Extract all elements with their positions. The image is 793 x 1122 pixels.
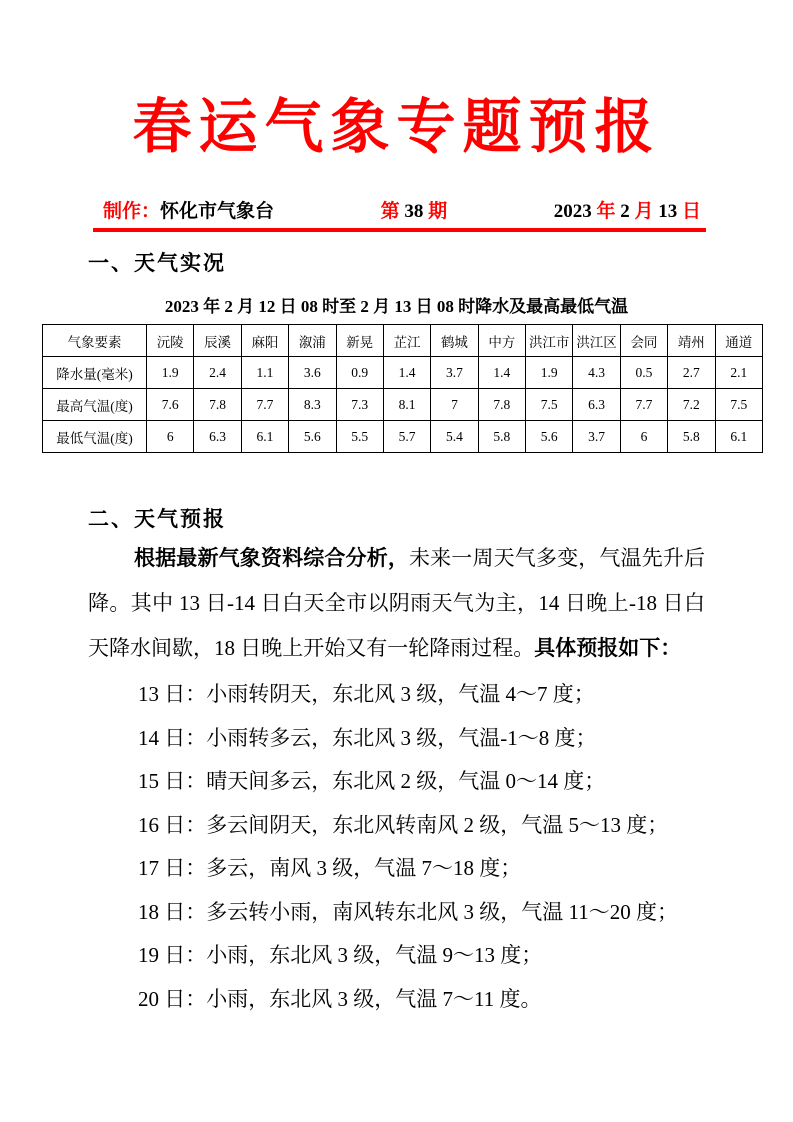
table-cell: 5.7 [383, 421, 430, 453]
issue-date [554, 196, 701, 223]
table-cell: 6.3 [573, 389, 620, 421]
row-label: 最高气温(度) [43, 389, 147, 421]
column-header-station: 辰溪 [194, 325, 241, 357]
section-heading-actual-weather: 一、天气实况 [88, 251, 226, 275]
table-row [43, 357, 763, 389]
table-cell: 6 [620, 421, 667, 453]
column-header-station: 洪江区 [573, 325, 620, 357]
table-cell: 2.4 [194, 357, 241, 389]
table-cell: 3.7 [573, 421, 620, 453]
table-cell: 1.9 [147, 357, 194, 389]
column-header-station: 沅陵 [147, 325, 194, 357]
forecast-line: 15 日：晴天间多云，东北风 2 级，气温 0～14 度； [138, 769, 606, 793]
column-header-element: 气象要素 [43, 325, 147, 357]
table-cell: 4.3 [573, 357, 620, 389]
issue-suffix: 期 [428, 201, 448, 222]
table-cell: 6 [147, 421, 194, 453]
column-header-station: 洪江市 [526, 325, 573, 357]
forecast-line: 20 日：小雨，东北风 3 级，气温 7～11 度。 [138, 986, 542, 1011]
table-cell: 1.4 [478, 357, 525, 389]
table-cell: 2.1 [715, 357, 763, 389]
forecast-line: 16 日：多云间阴天，东北风转南风 2 级，气温 5～13 度； [138, 812, 669, 837]
weather-table-header-row [43, 325, 763, 357]
date-year-unit: 年 [596, 201, 616, 222]
column-header-station: 中方 [478, 325, 525, 357]
table-cell: 2.7 [668, 357, 715, 389]
section-heading-forecast: 二、天气预报 [88, 507, 226, 531]
table-cell: 7.5 [715, 389, 763, 421]
forecast-intro-paragraph [88, 536, 705, 671]
forecast-line: 13 日：小雨转阴天，东北风 3 级，气温 4～7 度； [138, 682, 595, 706]
forecast-line: 18 日：多云转小雨，南风转东北风 3 级，气温 11～20 度； [138, 899, 678, 924]
table-cell: 5.4 [431, 421, 478, 453]
column-header-station: 溆浦 [289, 325, 336, 357]
table-cell: 0.9 [336, 357, 383, 389]
intro-bold-lead: 根据最新气象资料综合分析， [134, 546, 409, 570]
masthead [103, 196, 701, 223]
table-cell: 5.6 [526, 421, 573, 453]
date-year: 2023 [553, 201, 597, 222]
row-label: 降水量(毫米) [43, 357, 147, 389]
table-cell: 0.5 [620, 357, 667, 389]
weather-table-body [43, 357, 763, 453]
table-cell: 7.7 [620, 389, 667, 421]
table-cell: 7.2 [668, 389, 715, 421]
table-cell: 6.1 [715, 421, 763, 453]
table-cell: 7.3 [336, 389, 383, 421]
table-cell: 1.9 [526, 357, 573, 389]
table-cell: 7.5 [526, 389, 573, 421]
forecast-line: 19 日：小雨，东北风 3 级，气温 9～13 度； [138, 943, 543, 967]
table-cell: 7.8 [478, 389, 525, 421]
producer-line [103, 196, 274, 223]
column-header-station: 芷江 [383, 325, 430, 357]
red-divider [93, 228, 706, 232]
column-header-station: 会同 [620, 325, 667, 357]
column-header-station: 通道 [715, 325, 763, 357]
weather-table [42, 324, 763, 453]
column-header-station: 靖州 [668, 325, 715, 357]
table-cell: 1.1 [241, 357, 288, 389]
document-title: 春运气象专题预报 [132, 94, 661, 160]
column-header-station: 麻阳 [241, 325, 288, 357]
forecast-list [88, 673, 705, 1021]
producer-name: 怀化市气象台 [160, 201, 275, 222]
column-header-station: 鹤城 [431, 325, 478, 357]
forecast-line: 14 日：小雨转多云，东北风 3 级，气温-1～8 度； [138, 725, 597, 750]
table-cell: 7.8 [194, 389, 241, 421]
table-cell: 6.3 [194, 421, 241, 453]
forecast-line: 17 日：多云，南风 3 级，气温 7～18 度； [138, 856, 522, 880]
issue-number: 38 [399, 201, 429, 222]
weather-table-title: 2023 年 2 月 12 日 08 时至 2 月 13 日 08 时降水及最高最低气温 [164, 297, 629, 316]
intro-bold-tail: 具体预报如下： [534, 636, 682, 660]
table-row [43, 421, 763, 453]
table-cell: 6.1 [241, 421, 288, 453]
table-cell: 5.6 [289, 421, 336, 453]
table-cell: 7.7 [241, 389, 288, 421]
table-cell: 5.8 [668, 421, 715, 453]
table-cell: 3.7 [431, 357, 478, 389]
table-cell: 1.4 [383, 357, 430, 389]
date-month: 2 [615, 201, 635, 222]
table-row [43, 389, 763, 421]
table-cell: 3.6 [289, 357, 336, 389]
issue-number-line [381, 196, 448, 223]
date-month-unit: 月 [634, 201, 654, 222]
issue-prefix: 第 [380, 201, 400, 222]
intro-body: 未来一周天气多变，气温先升后降。其中 13 日-14 日白天全市以阴雨天气为主，14 日晚上-18 日白天降水间歇，18 日晚上开始又有一轮降雨过程。 [88, 546, 705, 660]
table-cell: 7.6 [147, 389, 194, 421]
row-label: 最低气温(度) [43, 421, 147, 453]
table-cell: 8.3 [289, 389, 336, 421]
table-cell: 5.5 [336, 421, 383, 453]
table-cell: 8.1 [383, 389, 430, 421]
table-cell: 7 [431, 389, 478, 421]
column-header-station: 新晃 [336, 325, 383, 357]
table-cell: 5.8 [478, 421, 525, 453]
date-day: 13 [653, 201, 682, 222]
date-day-unit: 日 [681, 201, 701, 222]
producer-label: 制作： [103, 201, 161, 222]
